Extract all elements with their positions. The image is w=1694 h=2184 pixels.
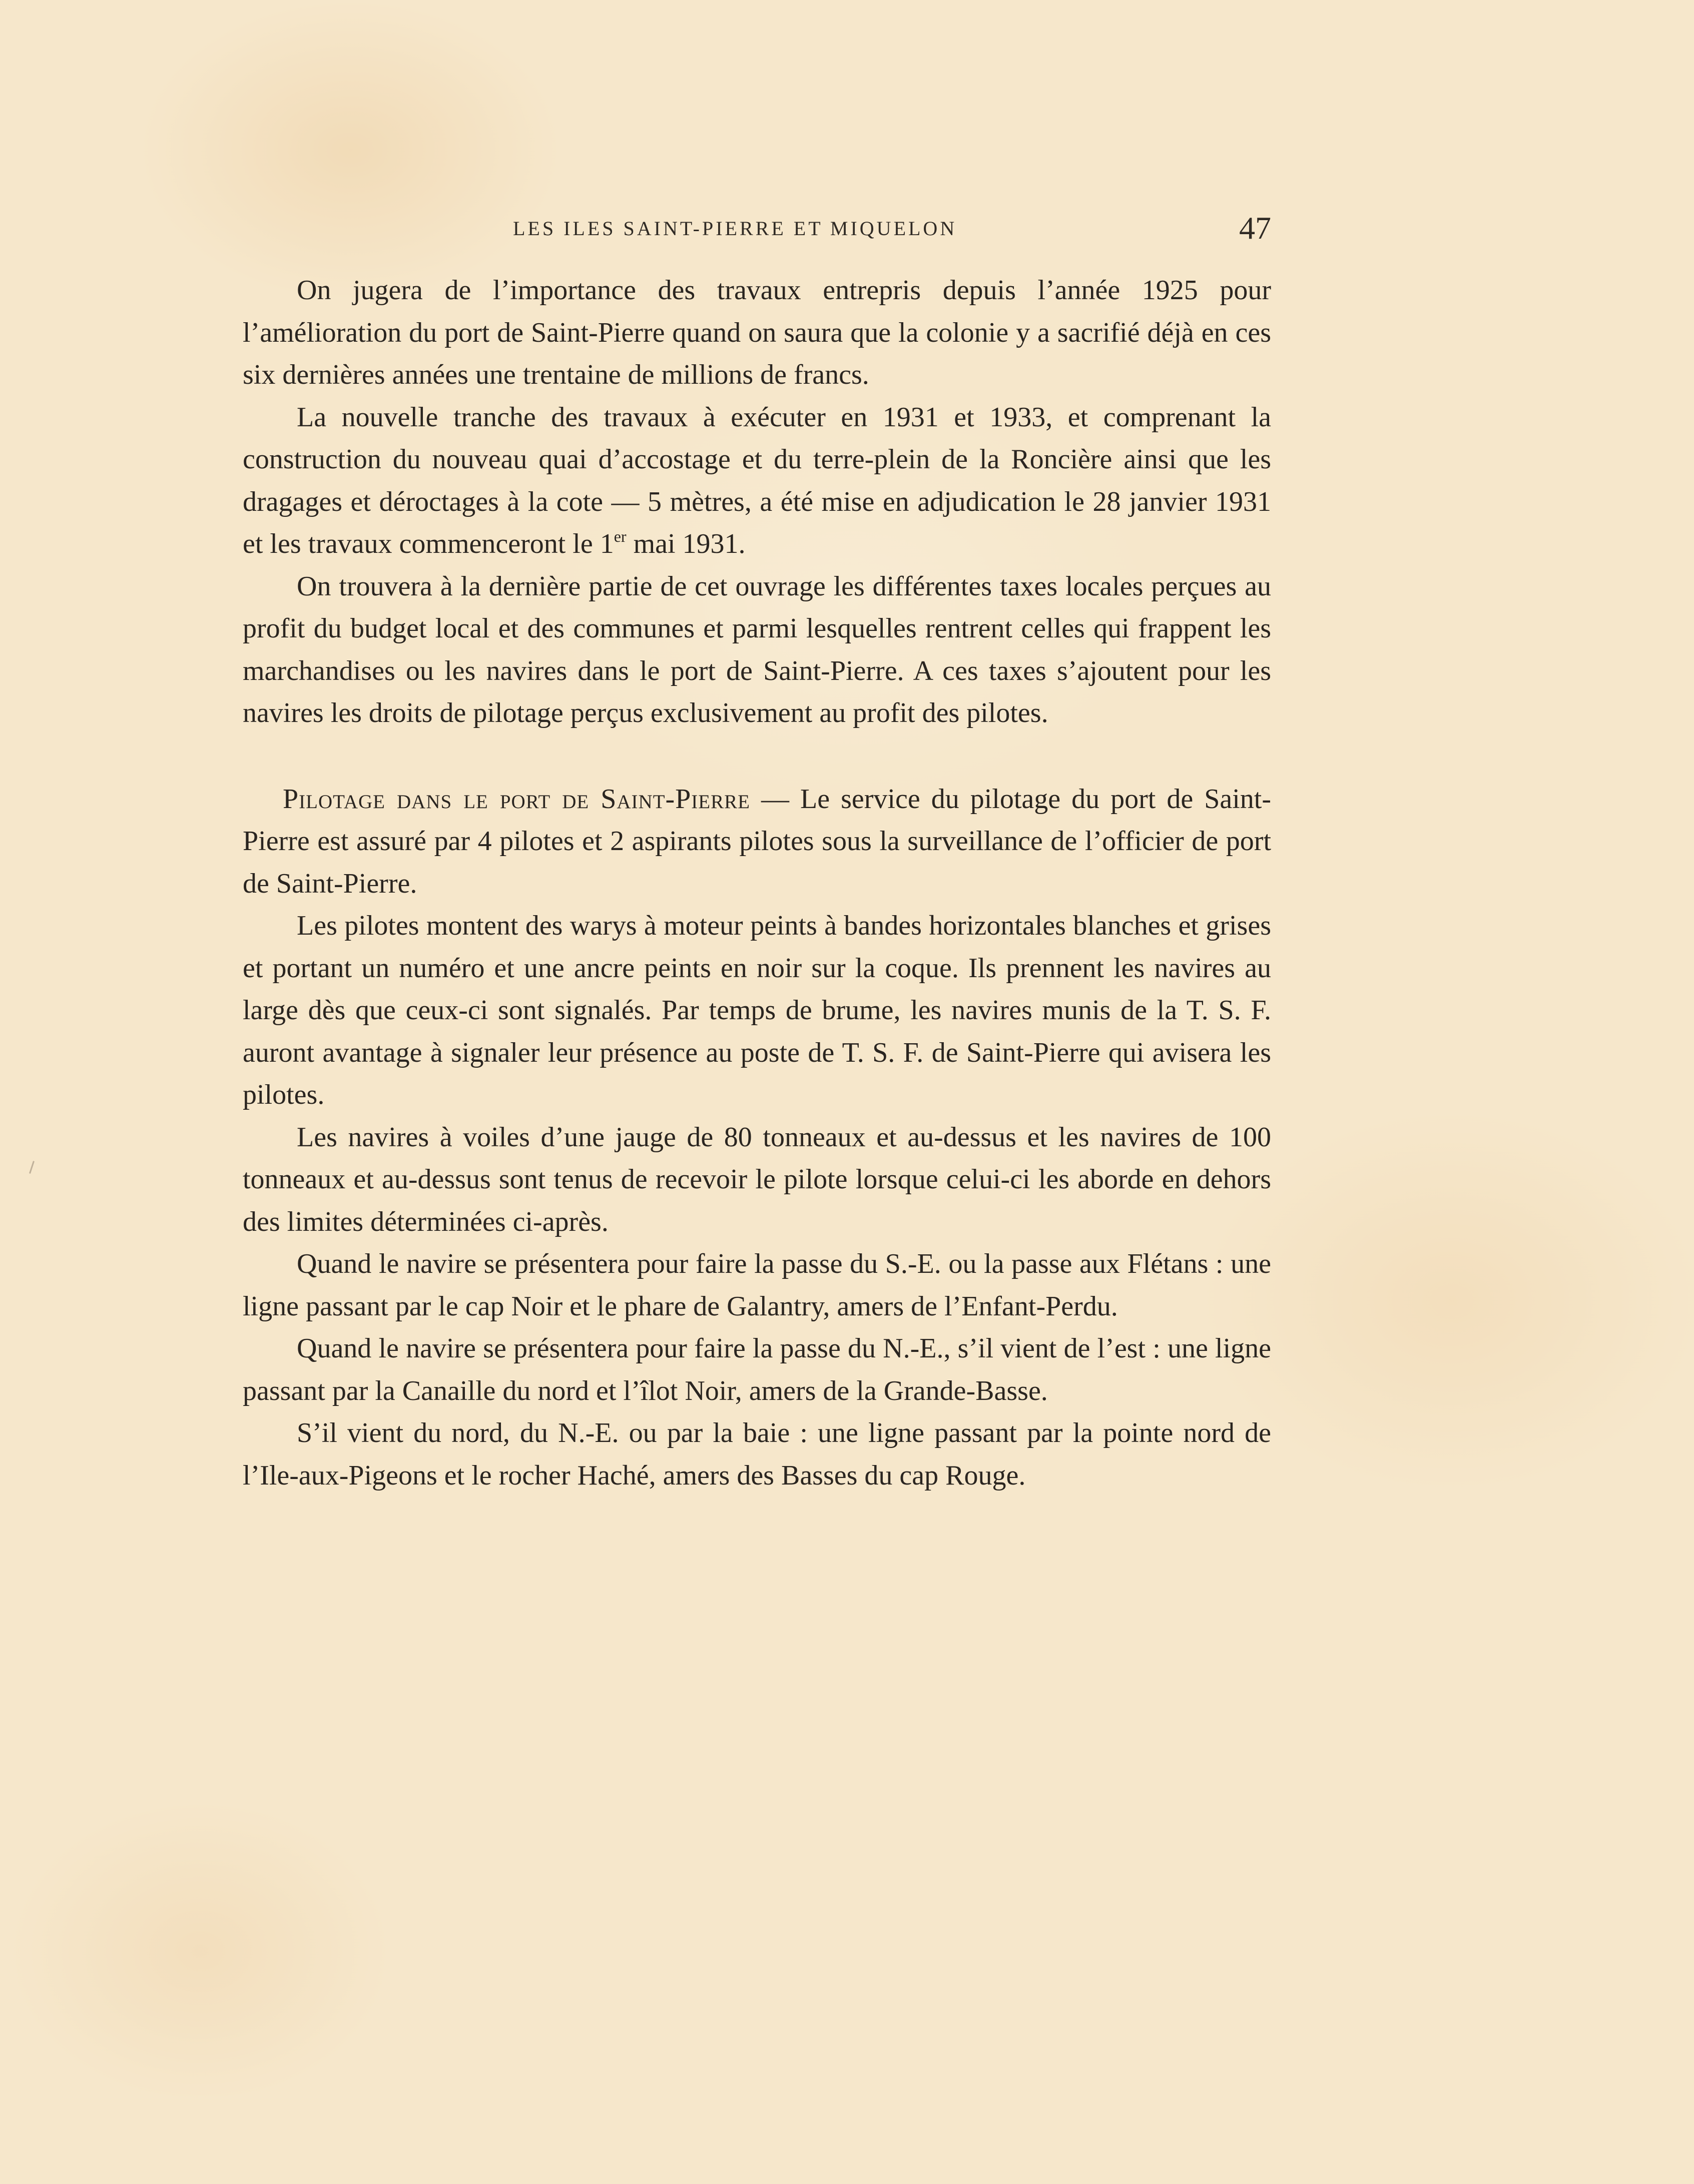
paper-speck: [29, 1161, 35, 1174]
page-number: 47: [1239, 210, 1271, 246]
paragraph-6: Les navires à voiles d’une jauge de 80 tonneaux et au-dessus et les navires de 100 tonneaux et au-dessus sont tenus de recevoir le pilote lorsque celui-ci les aborde en dehors des limites déterminées ci-après.: [243, 1121, 1271, 1237]
paragraph-7: Quand le navire se présentera pour faire la passe du S.-E. ou la passe aux Flétans : une ligne passant par le cap Noir et le phare de Galantry, amers de l’Enfant-Perdu.: [243, 1248, 1271, 1322]
paragraph-2-text: La nouvelle tranche des travaux à exécuter en 1931 et 1933, et comprenant la construction du nouveau quai d’accostage et du terre-plein de la Roncière ainsi que les dragages et déroctages à la cote — 5 mètres, a été mise en adjudication le 28 janvier 1931 et les travaux commenceront le 1: [243, 401, 1271, 559]
paragraph-pilotage: [243, 778, 1271, 905]
running-title: LES ILES SAINT-PIERRE ET MIQUELON: [513, 217, 957, 240]
paragraph-3: On trouvera à la dernière partie de cet ouvrage les différentes taxes locales perçues au profit du budget local et des communes et parmi lesquelles rentrent celles qui frappent les marchandises ou les navires dans le port de Saint-Pierre. A ces taxes s’ajoutent pour les navires les droits de pilotage perçus exclusivement au profit des pilotes.: [243, 570, 1271, 729]
section-gap: [243, 735, 1271, 778]
paragraph-2-end: mai 1931.: [626, 528, 746, 559]
paragraph-8: Quand le navire se présentera pour faire la passe du N.-E., s’il vient de l’est : une ligne passant par la Canaille du nord et l’îlot Noir, amers de la Grande-Basse.: [243, 1333, 1271, 1406]
running-head: [243, 210, 1271, 253]
section-heading-text: — Le service du pilotage du port de Saint-Pierre est assuré par 4 pilotes et 2 aspirants pilotes sous la surveillance de l’officier de port de Saint-Pierre.: [243, 783, 1272, 899]
ordinal-superscript: er: [614, 527, 627, 545]
paragraph-2: [243, 396, 1271, 565]
paragraph-9: S’il vient du nord, du N.-E. ou par la baie : une ligne passant par la pointe nord de l’Ile-aux-Pigeons et le rocher Haché, amers des Basses du cap Rouge.: [243, 1417, 1271, 1491]
paragraph-1: On jugera de l’importance des travaux entrepris depuis l’année 1925 pour l’amélioration du port de Saint-Pierre quand on saura que la colonie y a sacrifié déjà en ces six dernières années une trentaine de millions de francs.: [243, 275, 1271, 390]
section-heading: Pilotage dans le port de Saint-Pierre: [283, 783, 750, 815]
body-text: [243, 269, 1271, 1497]
paragraph-5: Les pilotes montent des warys à moteur peints à bandes horizontales blanches et grises et portant un numéro et une ancre peints en noir sur la coque. Ils prennent les navires au large dès que ceux-ci sont signalés. Par temps de brume, les navires munis de la T. S. F. auront avantage à signaler leur présence au poste de T. S. F. de Saint-Pierre qui avisera les pilotes.: [243, 910, 1271, 1110]
